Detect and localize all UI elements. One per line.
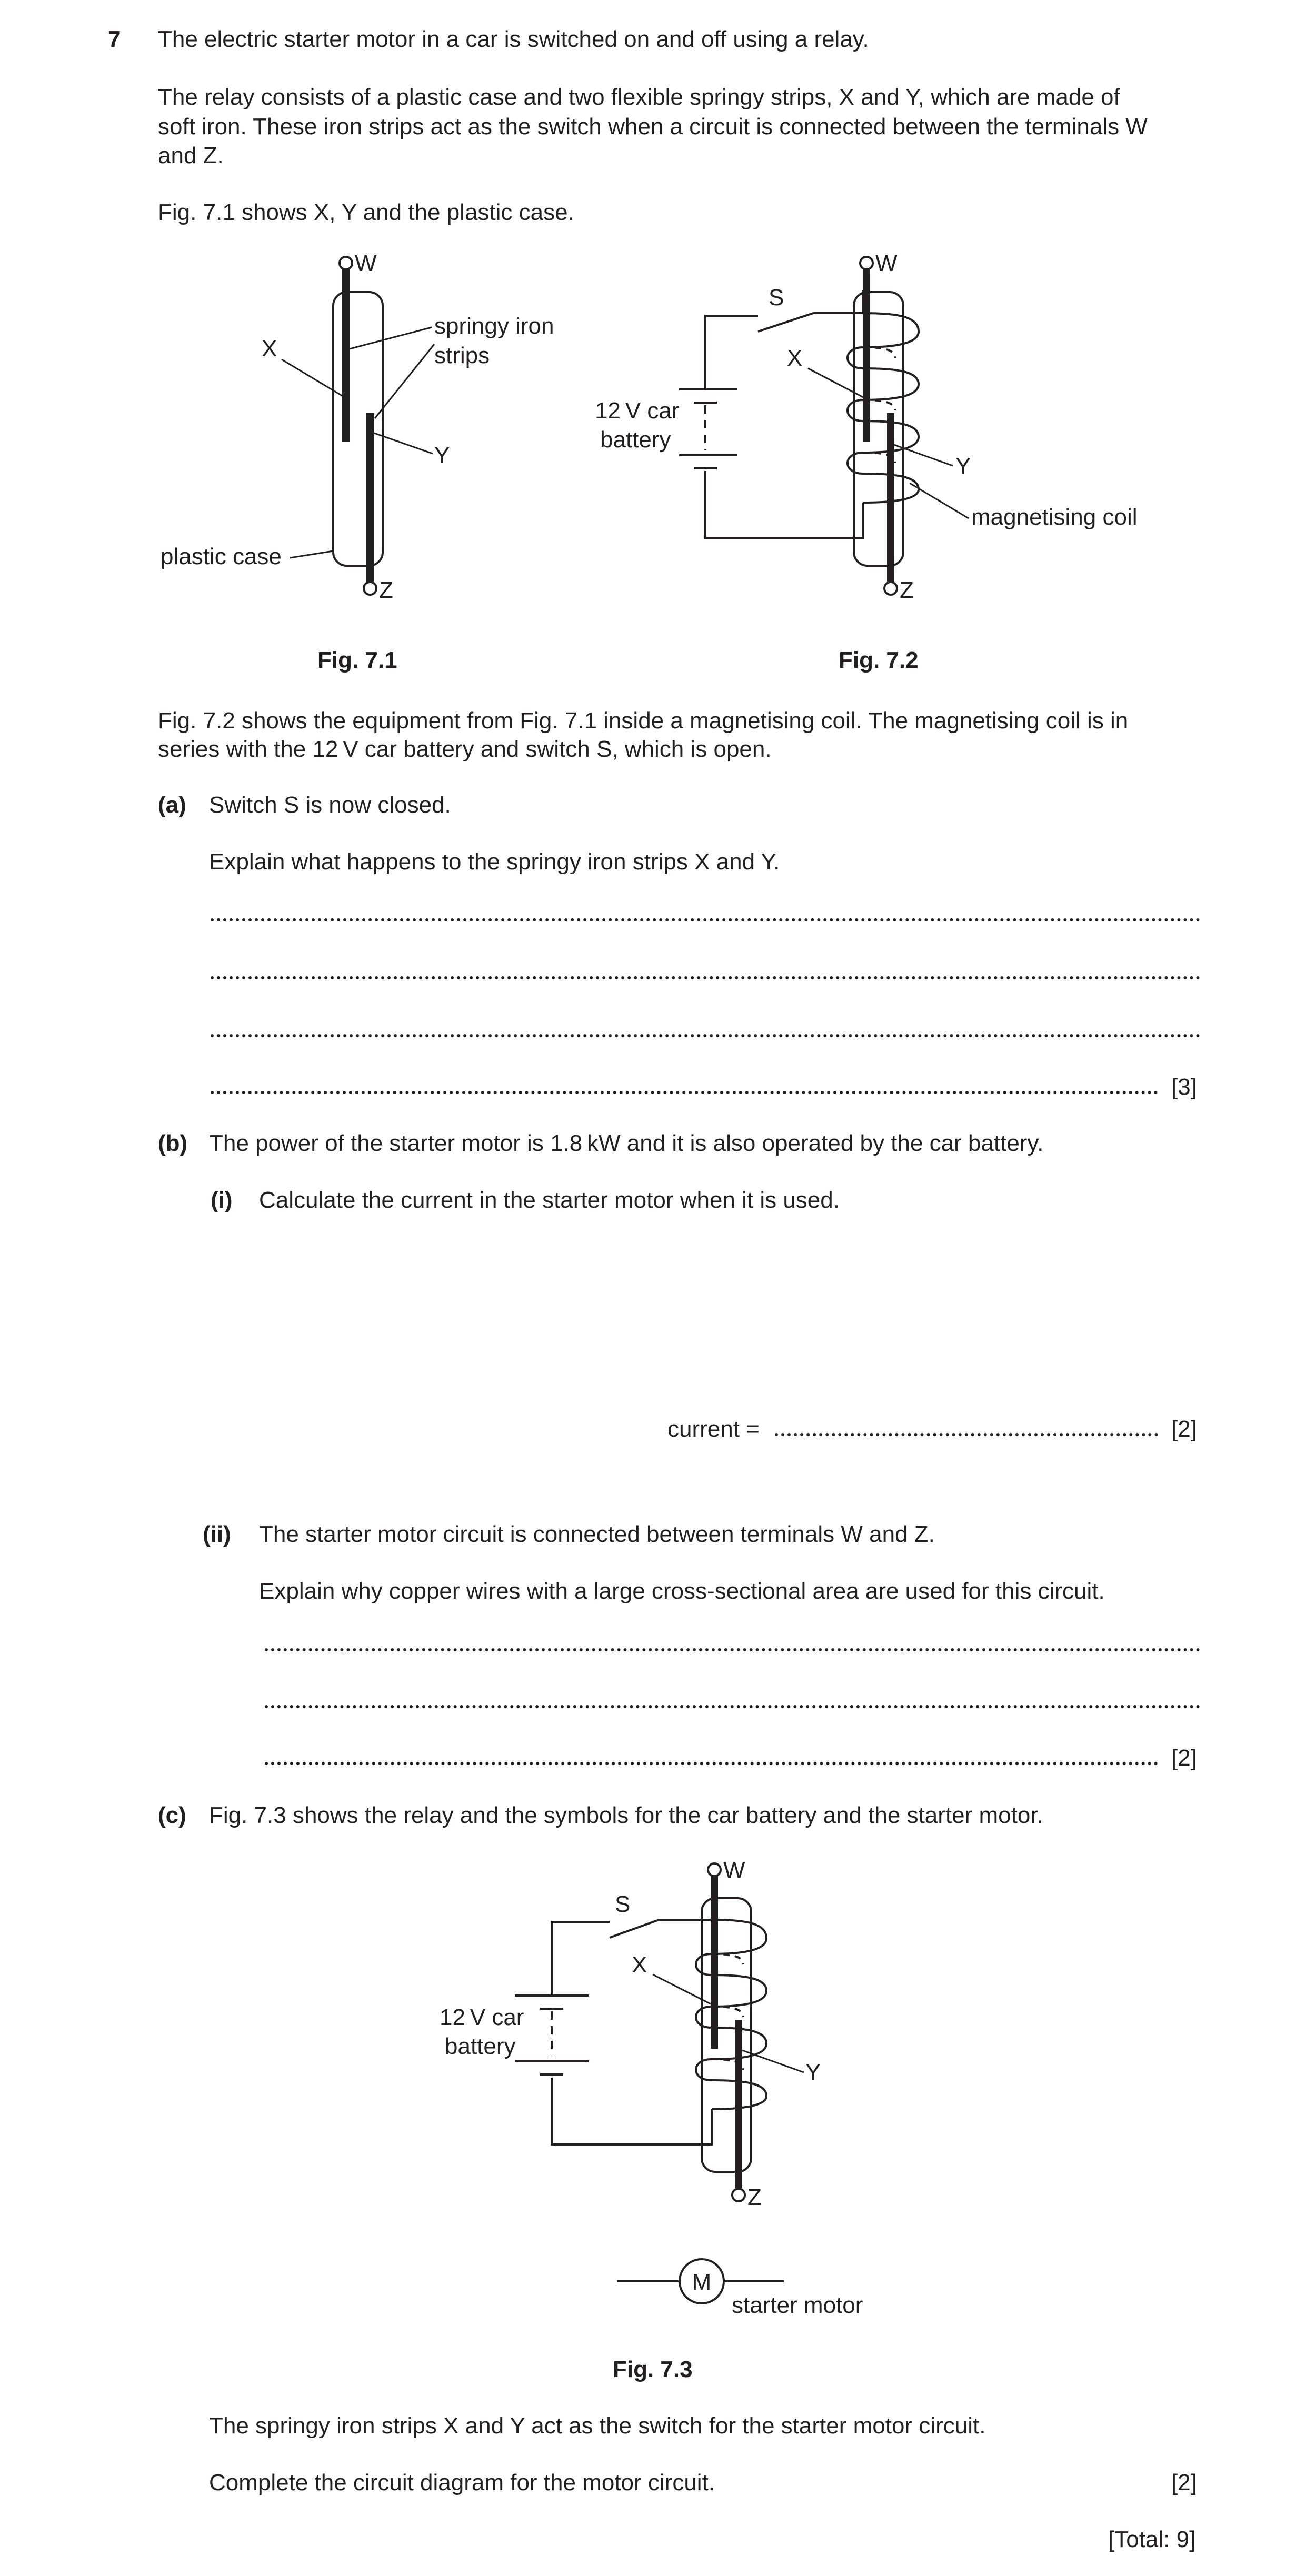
svg-text:M: M xyxy=(692,2269,712,2295)
label-springy-2: strips xyxy=(434,343,490,368)
part-b-i-label: (i) xyxy=(211,1187,233,1213)
svg-text:magnetising coil: magnetising coil xyxy=(971,504,1138,530)
svg-text:X: X xyxy=(632,1952,647,1978)
part-c-label: (c) xyxy=(158,1802,186,1828)
part-b-label: (b) xyxy=(158,1130,188,1156)
svg-text:battery: battery xyxy=(445,2033,516,2059)
intro-line: The electric starter motor in a car is switched on and off using a relay. xyxy=(158,26,869,52)
svg-text:W: W xyxy=(723,1857,745,1883)
part-a-text: Switch S is now closed. xyxy=(209,792,451,818)
marks: [2] xyxy=(1171,1745,1197,1771)
part-b-stem: The power of the starter motor is 1.8 kW and it is also operated by the car battery. xyxy=(209,1130,1044,1156)
part-a-text: Explain what happens to the springy iron strips X and Y. xyxy=(209,849,780,875)
svg-text:X: X xyxy=(787,345,803,371)
intro-line: The relay consists of a plastic case and two flexible springy strips, X and Y, which are made of xyxy=(158,84,1120,110)
marks: [2] xyxy=(1171,1416,1197,1442)
label-plastic-case: plastic case xyxy=(161,544,282,569)
para-fig72: series with the 12 V car battery and switch S, which is open. xyxy=(158,736,772,762)
label-springy-1: springy iron xyxy=(434,313,554,339)
svg-text:12 V car: 12 V car xyxy=(440,2004,524,2030)
para-fig72: Fig. 7.2 shows the equipment from Fig. 7.1 inside a magnetising coil. The magnetising coil is in xyxy=(158,708,1129,734)
svg-text:battery: battery xyxy=(600,427,671,453)
part-c-text: Complete the circuit diagram for the motor circuit. xyxy=(209,2470,715,2495)
marks: [3] xyxy=(1171,1074,1197,1100)
svg-text:Z: Z xyxy=(900,577,914,603)
svg-text:W: W xyxy=(875,250,898,276)
intro-line: Fig. 7.1 shows X, Y and the plastic case. xyxy=(158,199,574,225)
part-b-ii-label: (ii) xyxy=(203,1521,231,1547)
part-c-text: The springy iron strips X and Y act as the switch for the starter motor circuit. xyxy=(209,2413,986,2439)
svg-text:S: S xyxy=(769,285,784,310)
part-c-stem: Fig. 7.3 shows the relay and the symbols for the car battery and the starter motor. xyxy=(209,1802,1043,1828)
label-w: W xyxy=(355,250,377,276)
caption-fig-7-2: Fig. 7.2 xyxy=(839,647,919,673)
intro-line: and Z. xyxy=(158,143,224,168)
part-b-ii-text: Explain why copper wires with a large cross-sectional area are used for this circuit. xyxy=(259,1578,1105,1604)
caption-fig-7-1: Fig. 7.1 xyxy=(317,647,397,673)
svg-text:Z: Z xyxy=(747,2184,762,2210)
intro-line: soft iron. These iron strips act as the switch when a circuit is connected between the terminals W xyxy=(158,114,1148,139)
part-b-ii-text: The starter motor circuit is connected between terminals W and Z. xyxy=(259,1521,935,1547)
total-marks: [Total: 9] xyxy=(1108,2527,1196,2552)
svg-text:starter motor: starter motor xyxy=(732,2292,863,2318)
svg-text:12 V car: 12 V car xyxy=(595,398,680,424)
label-y: Y xyxy=(434,443,450,468)
marks: [2] xyxy=(1171,2470,1197,2495)
svg-text:S: S xyxy=(615,1891,631,1917)
label-z: Z xyxy=(379,577,393,603)
part-b-i-text: Calculate the current in the starter motor when it is used. xyxy=(259,1187,840,1213)
question-number: 7 xyxy=(108,26,121,52)
current-answer-label: current = xyxy=(667,1416,760,1442)
caption-fig-7-3: Fig. 7.3 xyxy=(613,2357,693,2382)
svg-text:Y: Y xyxy=(805,2059,821,2085)
part-a-label: (a) xyxy=(158,792,186,818)
label-x: X xyxy=(262,336,277,362)
svg-text:Y: Y xyxy=(955,453,971,479)
